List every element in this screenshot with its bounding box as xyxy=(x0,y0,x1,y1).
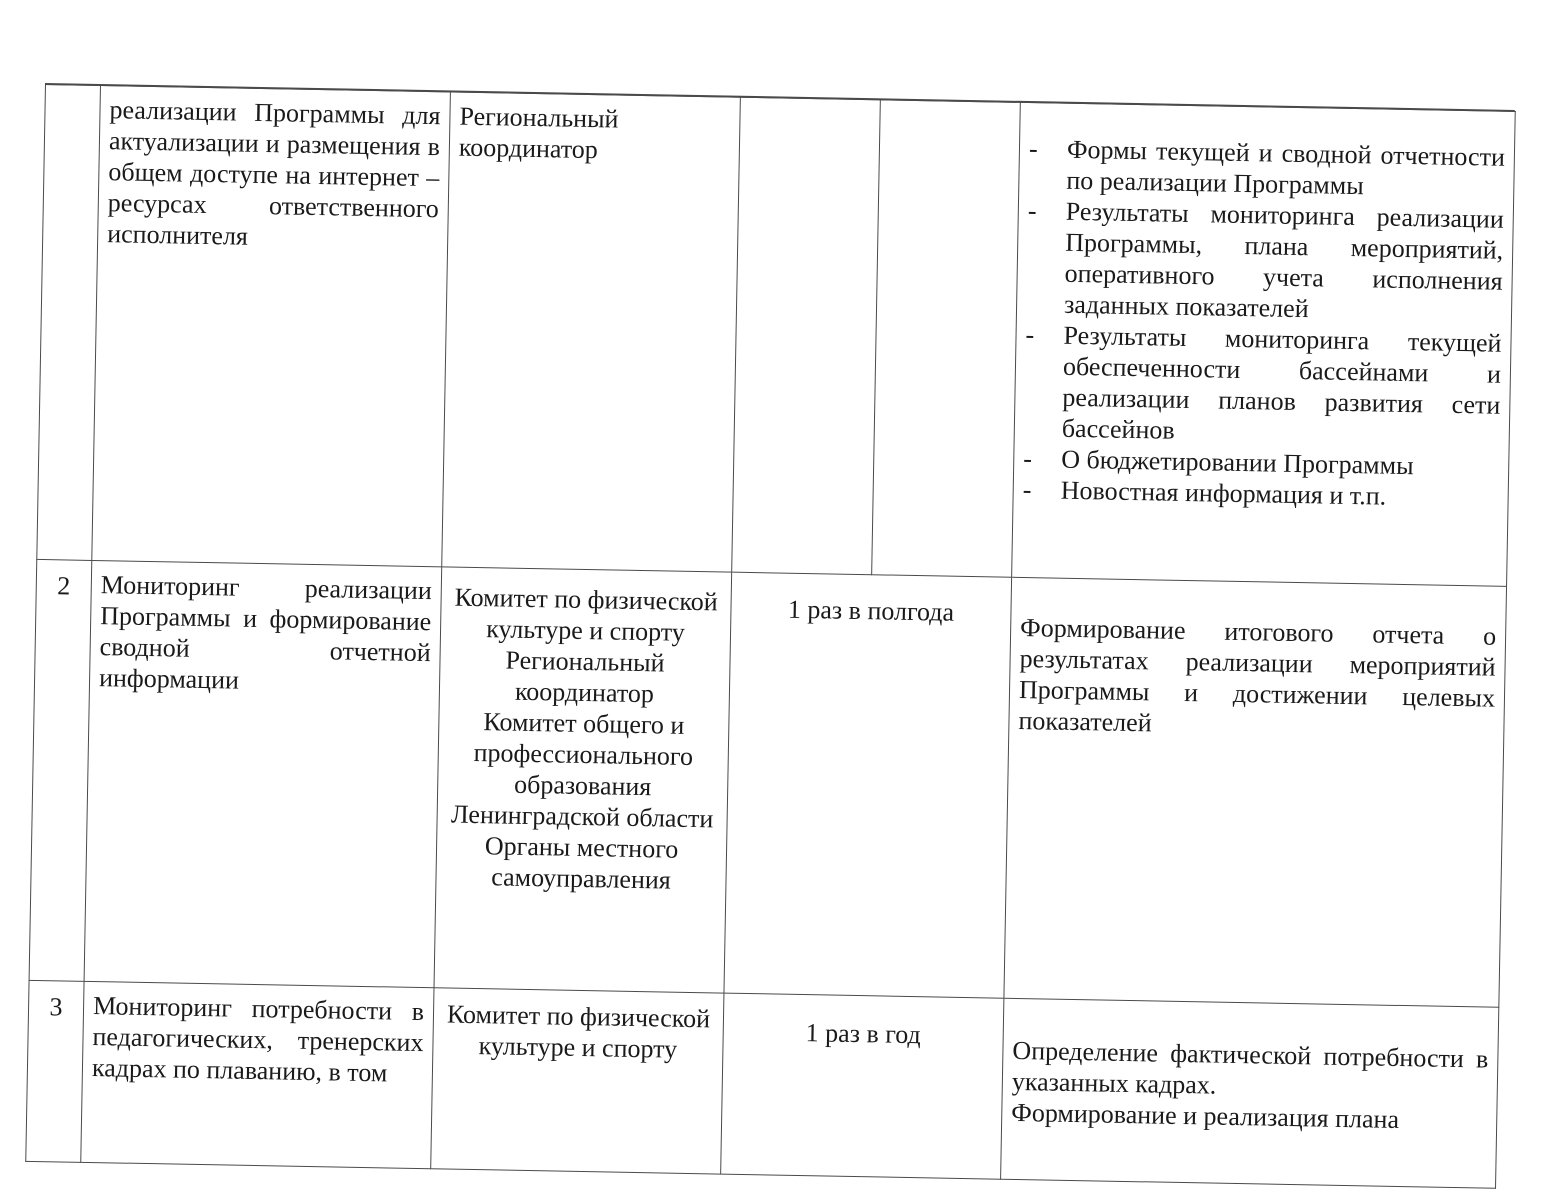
dash-marker: - xyxy=(1023,443,1033,474)
result-cell xyxy=(1012,102,1516,586)
result-cell xyxy=(1001,998,1499,1188)
result-cell: Формирование итогового отчета о результатах реализации мероприятий Программы и достижении целевых показателей xyxy=(1004,577,1507,1007)
executor-name: Органы местного самоуправления xyxy=(484,831,679,895)
executor-name: Комитет по физической культуре и спорту xyxy=(446,999,711,1064)
monitoring-table xyxy=(25,84,1516,1189)
executors-cell xyxy=(442,92,741,572)
executor-name: Комитет по физической культуре и спорту xyxy=(454,582,718,647)
executor-name: Региональный координатор xyxy=(505,645,665,709)
dash-marker: - xyxy=(1027,196,1037,226)
row-number-cell: 3 xyxy=(26,980,84,1162)
row-number-cell xyxy=(37,85,101,561)
activity-cell: реализации Программы для актуализации и размещения в общем доступе на интернет – ресурсах ответственного исполнителя xyxy=(92,86,451,567)
executors-cell xyxy=(434,567,732,993)
document-sheet xyxy=(26,84,1515,1141)
period-cell: 1 раз в год xyxy=(721,993,1004,1179)
activity-cell: Мониторинг реализации Программы и формирование сводной отчетной информации xyxy=(84,560,442,987)
executors-cell xyxy=(431,988,724,1174)
extra-cell xyxy=(872,100,1021,577)
table-row xyxy=(26,980,1499,1188)
result-list xyxy=(1022,133,1505,514)
executor-name: Комитет общего и профессионального образования Ленинградской области xyxy=(450,707,714,834)
executor-name: Региональный координатор xyxy=(458,101,619,165)
activity-cell: Мониторинг потребности в педагогических, тренерских кадрах по плаванию, в том xyxy=(81,981,434,1168)
list-item: - Результаты мониторинга текущей обеспеченности бассейнами и реализации планов развития сети бассейнов xyxy=(1025,320,1502,445)
result-line: Определение фактической потребности в указанных кадрах. xyxy=(1011,1035,1489,1100)
period-cell: 1 раз в полгода xyxy=(724,572,1012,998)
dash-marker: - xyxy=(1022,474,1032,505)
list-item: - Новостная информация и т.п. xyxy=(1022,474,1387,511)
list-item: - Формы текущей и сводной отчетности по реализации Программы xyxy=(1028,134,1506,201)
list-item: - О бюджетировании Программы xyxy=(1023,443,1414,481)
table-row xyxy=(37,85,1515,587)
list-item: - Результаты мониторинга реализации Программы, плана мероприятий, оперативного учета исполнения заданных показателей xyxy=(1027,196,1505,324)
row-number-cell: 2 xyxy=(29,559,92,981)
result-line: Формирование и реализация плана xyxy=(1011,1097,1400,1134)
table-row xyxy=(29,559,1506,1007)
dash-marker: - xyxy=(1025,320,1035,350)
dash-marker: - xyxy=(1028,134,1038,164)
period-cell xyxy=(732,97,881,574)
